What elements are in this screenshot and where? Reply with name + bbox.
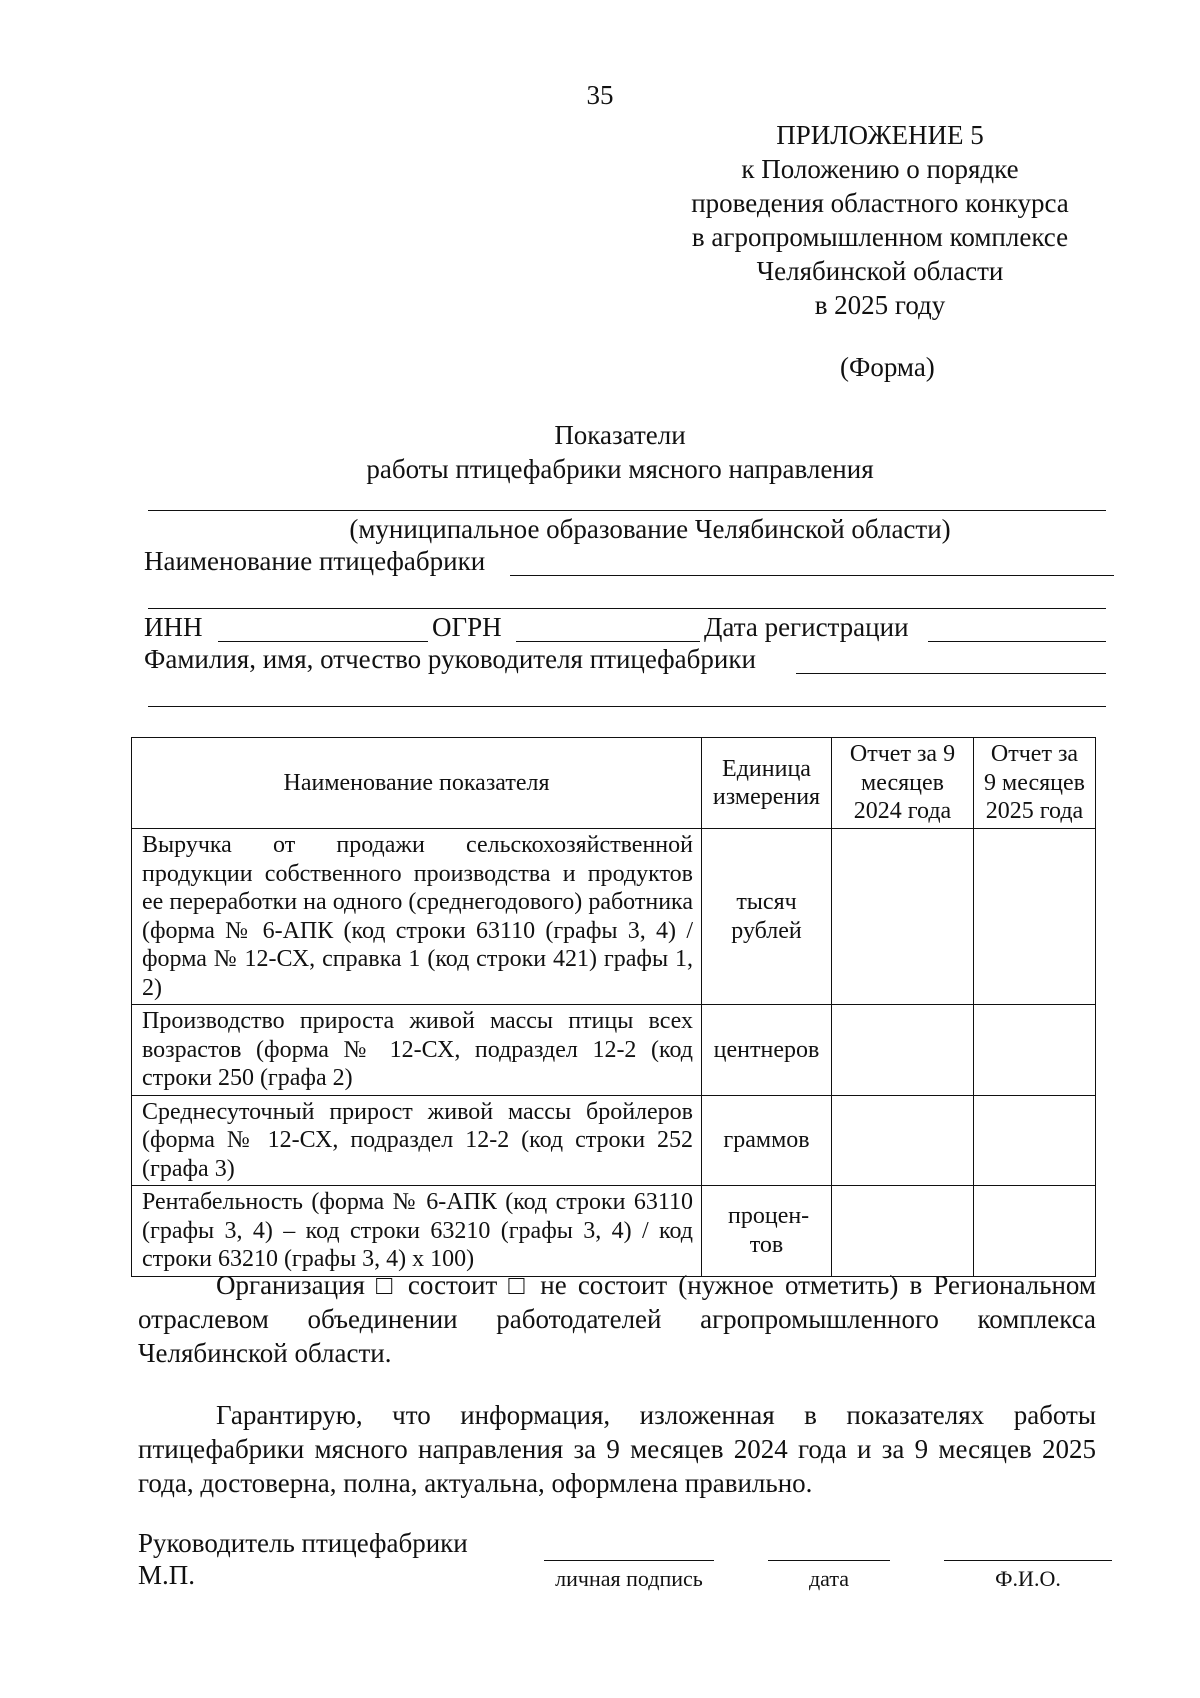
signature-line[interactable]	[544, 1560, 714, 1561]
head-name-blank-continued[interactable]	[148, 706, 1106, 707]
report-2025-cell[interactable]	[974, 829, 1096, 1005]
appendix-title: ПРИЛОЖЕНИЕ 5	[776, 120, 984, 150]
table-row	[132, 1095, 1096, 1186]
report-2025-cell[interactable]	[974, 1005, 1096, 1096]
report-2024-cell[interactable]	[832, 1095, 974, 1186]
document-title	[300, 418, 940, 486]
head-name-label: Фамилия, имя, отчество руководителя птицефабрики	[144, 644, 756, 674]
header-report-2025: Отчет за 9 месяцев 2025 года	[974, 738, 1096, 829]
header-indicator-name: Наименование показателя	[132, 738, 702, 829]
ogrn-blank[interactable]	[516, 641, 700, 642]
fio-caption: Ф.И.О.	[995, 1566, 1061, 1591]
guarantee-text: Гарантирую, что информация, изложенная в показателях работы птицефабрики мясного направления за 9 месяцев 2024 года и за 9 месяцев 2025 года, достоверна, полна, актуальна, оформлена правильно.	[138, 1400, 1096, 1498]
fio-line[interactable]	[944, 1560, 1112, 1561]
title-line-2: работы птицефабрики мясного направления	[366, 454, 874, 484]
indicator-unit: граммов	[702, 1095, 832, 1186]
report-2024-cell[interactable]	[832, 829, 974, 1005]
form-label: (Форма)	[840, 352, 935, 382]
report-2024-cell[interactable]	[832, 1186, 974, 1277]
indicator-unit: процен-тов	[702, 1186, 832, 1277]
date-caption: дата	[808, 1566, 850, 1591]
indicator-name: Выручка от продажи сельскохозяйственной продукции собственного производства и продуктов ее переработки на одного (среднегодового) работника (форма № 6-АПК (код строки 63110 (графы 3, 4) / форма № 12-СХ, справка 1 (код строки 421) графы 1, 2)	[132, 829, 702, 1005]
indicator-unit: центнеров	[702, 1005, 832, 1096]
indicators-table	[131, 737, 1096, 1277]
signature-caption: личная подпись	[555, 1566, 703, 1591]
indicator-name: Среднесуточный прирост живой массы бройлеров (форма № 12-СХ, подраздел 12-2 (код строки 252 (графа 3)	[132, 1095, 702, 1186]
factory-name-label: Наименование птицефабрики	[144, 546, 486, 576]
appendix-line: к Положению о порядке	[741, 154, 1019, 184]
page-number: 35	[586, 80, 614, 110]
factory-name-blank-continued[interactable]	[148, 608, 1106, 609]
report-2025-cell[interactable]	[974, 1186, 1096, 1277]
appendix-line: в агропромышленном комплексе	[691, 222, 1069, 252]
appendix-line: Челябинской области	[756, 256, 1004, 286]
table-header-row	[132, 738, 1096, 829]
membership-text: Организация □ состоит □ не состоит (нужное отметить) в Региональном отраслевом объединении работодателей агропромышленного комплекса Челябинской области.	[138, 1270, 1096, 1368]
inn-label: ИНН	[144, 612, 203, 642]
appendix-line: проведения областного конкурса	[691, 188, 1069, 218]
indicator-name: Рентабельность (форма № 6-АПК (код строки 63110 (графы 3, 4) – код строки 63210 (графы 3, 4) / код строки 63210 (графы 3, 4) х 100)	[132, 1186, 702, 1277]
stamp-label: М.П.	[138, 1560, 196, 1590]
guarantee-paragraph	[138, 1398, 1096, 1500]
title-line-1: Показатели	[554, 420, 686, 450]
registration-date-blank[interactable]	[928, 641, 1106, 642]
ogrn-label: ОГРН	[432, 612, 502, 642]
table-row	[132, 1186, 1096, 1277]
registration-date-label: Дата регистрации	[704, 612, 909, 642]
table-row	[132, 829, 1096, 1005]
indicator-unit: тысяч рублей	[702, 829, 832, 1005]
indicator-name: Производство прироста живой массы птицы всех возрастов (форма № 12-СХ, подраздел 12-2 (код строки 250 (графа 2)	[132, 1005, 702, 1096]
appendix-header	[660, 118, 1100, 322]
municipality-caption: (муниципальное образование Челябинской области)	[349, 514, 951, 544]
municipality-blank-line[interactable]	[148, 510, 1106, 511]
head-label: Руководитель птицефабрики	[138, 1528, 468, 1558]
membership-paragraph	[138, 1268, 1096, 1370]
header-unit: Единица измерения	[702, 738, 832, 829]
header-report-2024: Отчет за 9 месяцев 2024 года	[832, 738, 974, 829]
inn-blank[interactable]	[218, 641, 428, 642]
table-row	[132, 1005, 1096, 1096]
date-line[interactable]	[768, 1560, 890, 1561]
head-name-blank[interactable]	[796, 673, 1106, 674]
report-2025-cell[interactable]	[974, 1095, 1096, 1186]
appendix-line: в 2025 году	[814, 290, 946, 320]
report-2024-cell[interactable]	[832, 1005, 974, 1096]
factory-name-blank[interactable]	[510, 575, 1114, 576]
